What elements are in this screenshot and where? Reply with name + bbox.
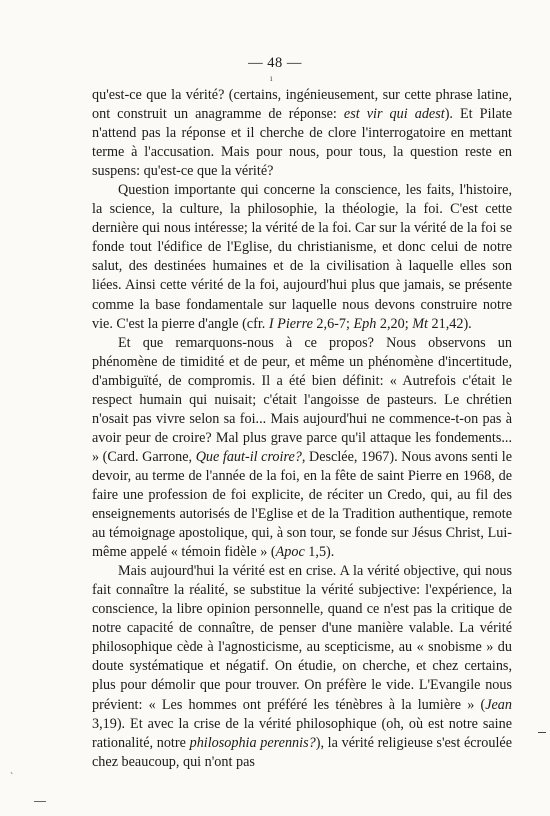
paragraph — [92, 334, 512, 563]
paragraph — [92, 562, 512, 772]
text-run: Question importante qui concerne la conscience, les faits, l'histoire, la science, la culture, la philosophie, la théologie, la foi. C'est cette dernière qui nous intéresse; la vérité de la foi. Car sur la vérité de la foi se fonde tout l'édifice de l'Eglise, du christianisme, et donc celui de notre salut, des destinées humaines et de la civilisation à laquelle elles son liées. Ainsi cette vérité de la foi, aujourd'hui plus que jamais, se présente comme la base fondamentale sur laquelle nous devons construire notre vie. C'est la pierre d'angle (cfr. — [92, 182, 512, 332]
body-text — [92, 86, 512, 772]
text-run: 1,5). — [304, 544, 335, 561]
text-run: 2,20; — [376, 315, 413, 332]
text-run-italic: Mt — [412, 315, 428, 332]
stray-mark: ı — [270, 73, 273, 83]
text-run: 21,42). — [427, 315, 472, 332]
page-number: — 48 — — [248, 55, 302, 71]
text-run: 2,6-7; — [312, 315, 354, 332]
text-run: Et que remarquons-nous à ce propos? Nous observons un phénomène de timidité et de peur, et même un phénomène d'incertitude, d'ambiguïté, de compromis. Il a été bien définit: « Autrefois c'était le respect humain qui nuisait; c'était l'angoisse de pasteurs. Le chrétien n'osait pas vivre selon sa foi... Mais aujourd'hui ne commence-t-on pas à avoir peur de croire? Mal plus grave parce qu'il attaque les fondements... » (Card. Garrone, — [92, 334, 512, 465]
margin-dash — [538, 732, 546, 733]
text-run-italic: Eph — [353, 315, 377, 332]
text-run-italic: Apoc — [275, 544, 305, 561]
text-run: ), la vérité religieuse s'est écroulée chez beaucoup, qui n'ont pas — [92, 734, 512, 770]
margin-line — [34, 801, 46, 802]
paragraph — [92, 181, 512, 333]
text-run-italic: I Pierre — [268, 315, 313, 332]
text-run-italic: Jean — [485, 696, 512, 713]
text-run-italic: philosophia perennis? — [189, 734, 316, 751]
text-run: Mais aujourd'hui la vérité est en crise. A la vérité objective, qui nous fait connaître la réalité, se substitue la vérité subjective: l'expérience, la conscience, la libre opinion personnelle, quand ce n'est pas la critique de notre capacité de connaître, de penser d'une manière valable. La vérité philosophique cède à l'agnosticisme, au scepticisme, au « snobisme » du doute systématique et négatif. On étudie, on cherche, et chez certains, plus pour démolir que pour trouver. On préfère le vide. L'Evangile nous prévient: « Les hommes ont préféré les ténèbres à la lumière » ( — [92, 563, 512, 713]
text-run: qu'est-ce que la vérité? (certains, ingénieusement, sur cette phrase latine, ont construit un anagramme de réponse: — [92, 87, 512, 123]
text-run: , Desclée, 1967). Nous avons senti le devoir, au terme de l'année de la foi, en la fête de saint Pierre en 1968, de faire une profession de foi explicite, de réciter un Credo, qui, au fil des enseignements autorisés de l'Eglise et de la Tradition authentique, remote au témoignage apostolique, qui, à son tour, se fonde sur Jésus Christ, Lui-même appelé « témoin fidèle » ( — [92, 448, 513, 561]
paragraph — [92, 86, 512, 181]
text-run-italic: Que faut-il croire? — [195, 448, 302, 465]
text-run: ). Et Pilate n'attend pas la réponse et il cherche de clore l'interrogatoire en mettant terme à l'accusation. Mais pour nous, pour tous, la question reste en suspens: qu'est-ce que la vérité? — [92, 106, 512, 180]
text-run-italic: est vir qui adest — [343, 106, 445, 123]
text-run: 3,19). Et avec la crise de la vérité philosophique (oh, où est notre saine rationalité, notre — [92, 715, 512, 751]
stray-mark: ` — [10, 772, 14, 783]
